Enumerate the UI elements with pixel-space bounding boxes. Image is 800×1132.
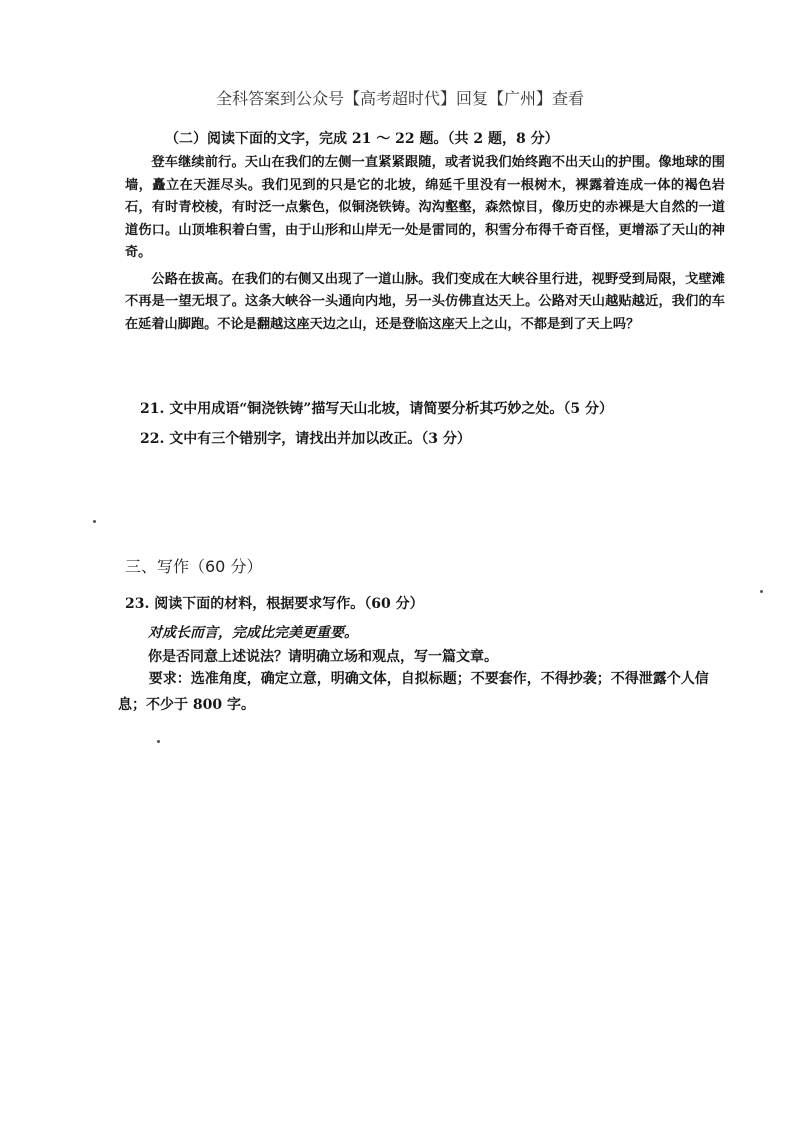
reading-paragraph-2: 公路在拔高。在我们的右侧又出现了一道山脉。我们变成在大峡谷里行进，视野受到局限，戈壁滩不再是一望无垠了。这条大峡谷一头通向内地，另一头仿佛直达天上。公路对天山越贴越近，我们的车在延着山脚跑。不论是翻越这座天边之山，还是登临这座天上之山，不都是到了天上吗？ [125, 271, 725, 332]
reading-section [125, 128, 725, 336]
question-21: 21. 文中用成语“铜浇铁铸”描写天山北坡，请简要分析其巧妙之处。（5 分） [140, 401, 613, 417]
question-22: 22. 文中有三个错别字，请找出并加以改正。（3 分） [140, 431, 471, 447]
scan-speck [93, 520, 96, 523]
page-header: 全科答案到公众号【高考超时代】回复【广州】查看 [215, 89, 584, 108]
writing-section-title: 三、写作（60 分） [125, 557, 263, 576]
scan-speck [760, 590, 763, 593]
writing-material: 对成长而言，完成比完美更重要。 [148, 625, 358, 641]
reading-paragraph-1: 登车继续前行。天山在我们的左侧一直紧紧跟随，或者说我们始终跑不出天山的护围。像地球的围墙，矗立在天涯尽头。我们见到的只是它的北坡，绵延千里没有一根树木，裸露着连成一体的褐色岩石，有时青校棱，有时泛一点紫色，似铜浇铁铸。沟沟壑壑，森然惊目，像历史的赤裸是大自然的一道道伤口。山顶堆积着白雪，由于山形和山岸无一处是雷同的，积雪分布得千奇百怪，更增添了天山的神奇。 [125, 155, 725, 260]
writing-requirements: 要求：选准角度，确定立意，明确文体，自拟标题；不要套作，不得抄袭；不得泄露个人信息；不少于 800 字。 [118, 671, 709, 713]
scan-speck [157, 740, 160, 743]
reading-section-title: （二）阅读下面的文字，完成 21 ～ 22 题。（共 2 题，8 分） [165, 131, 559, 147]
question-23: 23. 阅读下面的材料，根据要求写作。（60 分） [125, 596, 424, 612]
writing-prompt: 你是否同意上述说法？请明确立场和观点，写一篇文章。 [148, 649, 498, 665]
